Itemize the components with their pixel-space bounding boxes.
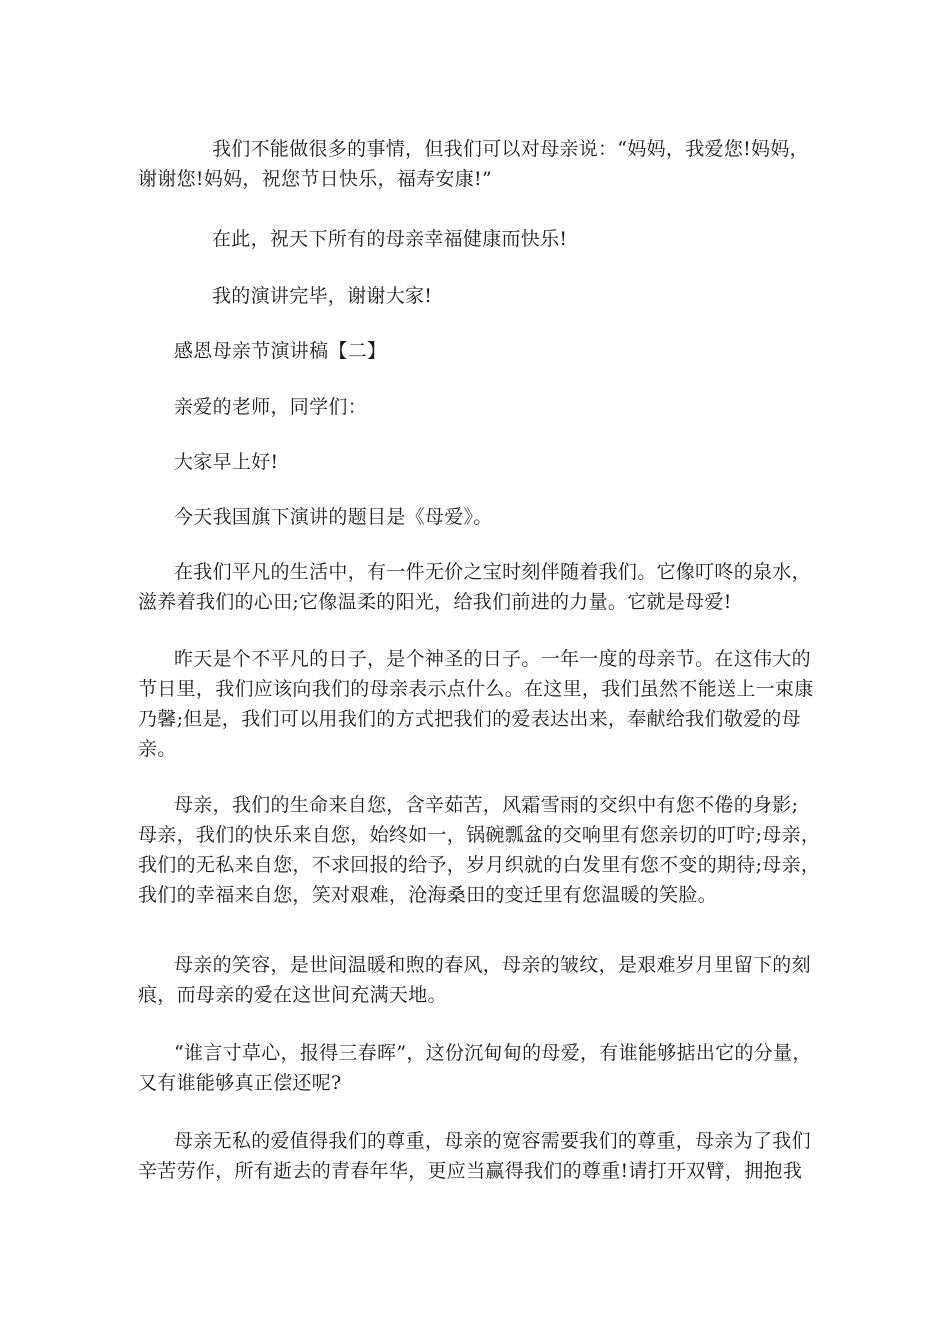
text-line: 亲。 bbox=[138, 738, 177, 760]
morning-greeting: 大家早上好! bbox=[174, 451, 279, 473]
text-line: 昨天是个不平凡的日子，是个神圣的日子。一年一度的母亲节。在这伟大的 bbox=[174, 648, 811, 670]
text-line: 节日里，我们应该向我们的母亲表示点什么。在这里，我们虽然不能送上一束康 bbox=[138, 678, 814, 700]
paragraph-closing: 我的演讲完毕，谢谢大家! bbox=[212, 285, 433, 307]
text-line: 痕，而母亲的爱在这世间充满天地。 bbox=[138, 984, 447, 1006]
greeting-line: 亲爱的老师，同学们： bbox=[174, 396, 368, 418]
text-line: 辛苦劳作，所有逝去的青春年华，更应当赢得我们的尊重!请打开双臂，拥抱我 bbox=[138, 1160, 803, 1182]
paragraph-mothers-day bbox=[138, 644, 814, 764]
text-line: 母亲的笑容，是世间温暖和煦的春风，母亲的皱纹，是艰难岁月里留下的刻 bbox=[174, 954, 811, 976]
text-line: 乃馨;但是，我们可以用我们的方式把我们的爱表达出来，奉献给我们敬爱的母 bbox=[138, 708, 801, 730]
text-line: 在我们平凡的生活中，有一件无价之宝时刻伴随着我们。它像叮咚的泉水， bbox=[174, 561, 811, 583]
paragraph-smile bbox=[138, 950, 811, 1010]
text-line: 母亲，我们的生命来自您，含辛茹苦，风霜雪雨的交织中有您不倦的身影; bbox=[174, 794, 799, 816]
text-line: 我们不能做很多的事情，但我们可以对母亲说：“妈妈，我爱您!妈妈， bbox=[212, 138, 809, 160]
paragraph-wish: 在此，祝天下所有的母亲幸福健康而快乐! bbox=[212, 228, 568, 250]
paragraph-poem bbox=[138, 1038, 812, 1098]
paragraph-mother-gifts bbox=[138, 790, 821, 910]
paragraph-treasure bbox=[138, 557, 811, 617]
text-line: “谁言寸草心，报得三春晖”，这份沉甸甸的母爱，有谁能够掂出它的分量， bbox=[174, 1042, 812, 1064]
paragraph-respect bbox=[138, 1126, 811, 1186]
text-line: 我们的幸福来自您，笑对艰难，沧海桑田的变迁里有您温暖的笑脸。 bbox=[138, 884, 718, 906]
paragraph-blessing-words bbox=[138, 134, 809, 194]
text-line: 母亲无私的爱值得我们的尊重，母亲的宽容需要我们的尊重，母亲为了我们 bbox=[174, 1130, 811, 1152]
section-heading: 感恩母亲节演讲稿【二】 bbox=[174, 340, 387, 362]
text-line: 我们的无私来自您，不求回报的给予，岁月织就的白发里有您不变的期待;母亲， bbox=[138, 854, 821, 876]
text-line: 又有谁能够真正偿还呢? bbox=[138, 1072, 342, 1094]
text-line: 谢谢您!妈妈，祝您节日快乐，福寿安康!” bbox=[138, 168, 492, 190]
speech-topic: 今天我国旗下演讲的题目是《母爱》。 bbox=[174, 506, 493, 528]
text-line: 滋养着我们的心田;它像温柔的阳光，给我们前进的力量。它就是母爱! bbox=[138, 591, 732, 613]
text-line: 母亲，我们的快乐来自您，始终如一，锅碗瓢盆的交响里有您亲切的叮咛;母亲， bbox=[138, 824, 821, 846]
